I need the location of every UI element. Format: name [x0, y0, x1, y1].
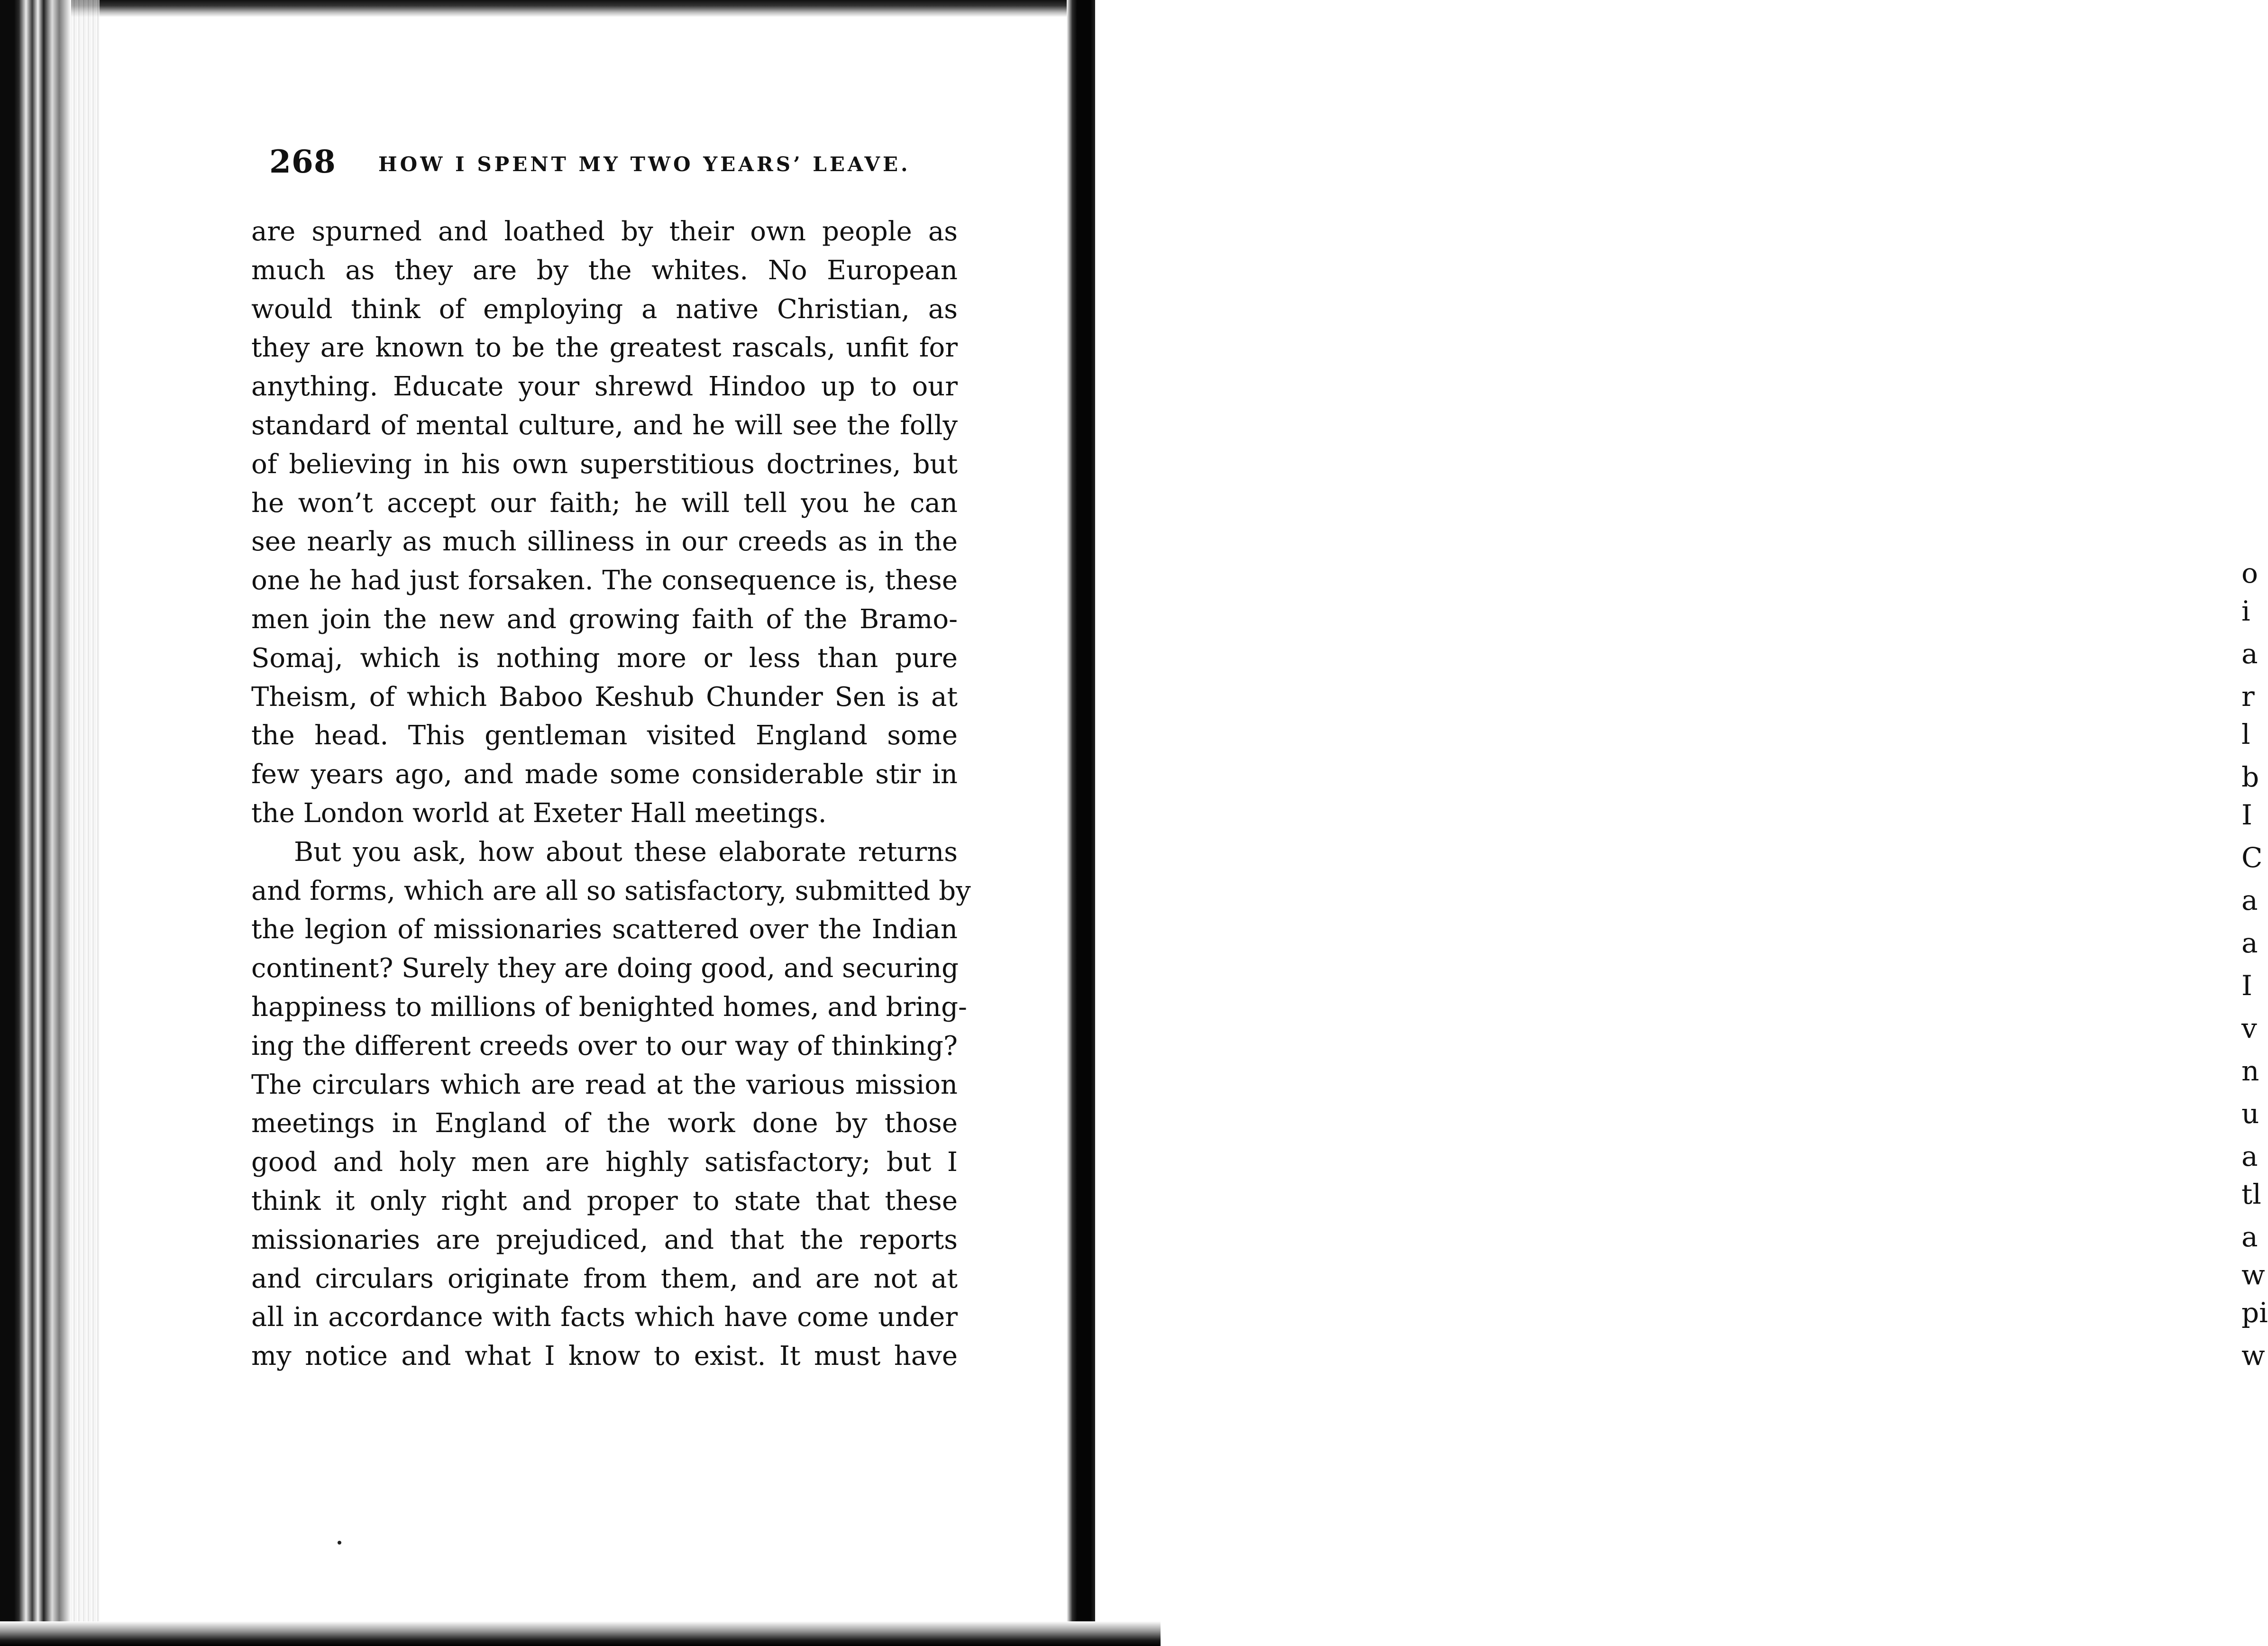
text-line: are spurned and loathed by their own people as — [251, 216, 958, 247]
text-line: much as they are by the whites. No European — [251, 255, 958, 286]
paragraph — [251, 833, 971, 1376]
facing-page-letter: w — [2241, 1259, 2265, 1291]
page-number: 268 — [269, 143, 336, 180]
body-text — [251, 212, 971, 1376]
facing-page-letter: I — [2241, 799, 2252, 831]
text-line: the legion of missionaries scattered over the Indian — [251, 914, 958, 945]
book-gutter — [1067, 0, 1095, 1646]
running-head: HOW I SPENT MY TWO YEARS’ LEAVE. — [378, 153, 911, 176]
facing-page-letter: o — [2241, 557, 2258, 589]
text-line: my notice and what I know to exist. It must have — [251, 1341, 958, 1372]
text-line: of believing in his own superstitious doctrines, but — [251, 448, 958, 480]
facing-page-letter: C — [2241, 841, 2263, 874]
text-line: happiness to millions of benighted homes, and bring- — [251, 991, 967, 1023]
facing-page-letter: a — [2241, 1140, 2258, 1172]
text-line: and circulars originate from them, and are not at — [251, 1263, 958, 1294]
facing-page-letter: i — [2241, 595, 2250, 627]
ink-speck — [338, 1541, 341, 1545]
text-line: one he had just forsaken. The consequence is, these — [251, 565, 958, 596]
text-line: meetings in England of the work done by those — [251, 1108, 958, 1139]
facing-page-letter: I — [2241, 969, 2252, 1002]
facing-page-letter: pi — [2241, 1297, 2268, 1329]
text-line: he won’t accept our faith; he will tell you he can — [251, 487, 958, 519]
text-line: the head. This gentleman visited England some — [251, 720, 958, 751]
text-line: But you ask, how about these elaborate returns — [294, 836, 958, 868]
text-line: would think of employing a native Christian, as — [251, 293, 958, 325]
facing-page-letter: a — [2241, 638, 2258, 670]
facing-page-letter: n — [2241, 1055, 2259, 1087]
text-line: The circulars which are read at the various mission — [251, 1069, 958, 1100]
facing-page-letter: a — [2241, 927, 2258, 959]
text-line: continent? Surely they are doing good, and securing — [251, 953, 959, 984]
text-line: ing the different creeds over to our way of thinking? — [251, 1030, 958, 1061]
facing-page-letter: a — [2241, 884, 2258, 916]
text-line: and forms, which are all so satisfactory, submitted by — [251, 875, 971, 906]
text-line: think it only right and proper to state that these — [251, 1185, 958, 1216]
facing-page-fragment — [1095, 0, 2268, 1646]
facing-page-letter: w — [2241, 1339, 2265, 1372]
text-line: see nearly as much silliness in our creeds as in the — [251, 526, 958, 558]
facing-page-letter: b — [2241, 761, 2259, 793]
page-edge-stripes — [71, 0, 100, 1646]
facing-page-letter: a — [2241, 1221, 2258, 1253]
paragraph — [251, 212, 958, 833]
text-line: men join the new and growing faith of the Bramo- — [251, 604, 958, 635]
text-line: Theism, of which Baboo Keshub Chunder Sen is at — [251, 681, 958, 713]
text-line: all in accordance with facts which have come under — [251, 1302, 958, 1333]
book-binding-edge — [0, 0, 71, 1646]
facing-page-letter: v — [2241, 1012, 2257, 1044]
facing-page-letter: r — [2241, 680, 2255, 713]
text-line: few years ago, and made some considerable stir in — [251, 759, 958, 790]
text-line: standard of mental culture, and he will see the folly — [251, 410, 958, 441]
facing-page-letter: tl — [2241, 1178, 2261, 1210]
text-line: good and holy men are highly satisfactory; but I — [251, 1147, 958, 1178]
bottom-scan-edge — [0, 1621, 1161, 1646]
text-line: anything. Educate your shrewd Hindoo up to our — [251, 371, 958, 402]
facing-page-letter: u — [2241, 1097, 2259, 1130]
text-line: the London world at Exeter Hall meetings. — [251, 797, 827, 829]
top-scan-edge — [0, 0, 1161, 17]
text-line: Somaj, which is nothing more or less than pure — [251, 642, 958, 674]
facing-page-letter: l — [2241, 718, 2250, 750]
text-line: they are known to be the greatest rascals, unfit for — [251, 332, 958, 364]
text-line: missionaries are prejudiced, and that the reports — [251, 1224, 958, 1255]
page-header — [269, 143, 961, 186]
